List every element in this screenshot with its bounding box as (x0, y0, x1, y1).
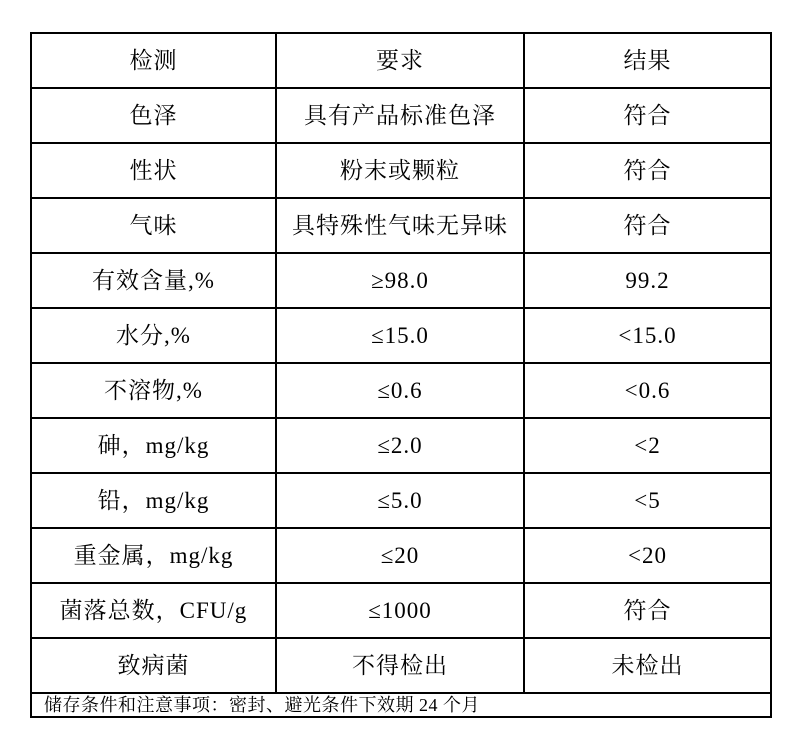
cell-requirement: 不得检出 (276, 638, 524, 693)
cell-test: 砷，mg/kg (31, 418, 276, 473)
table-row (31, 363, 771, 418)
cell-result: <0.6 (524, 363, 771, 418)
cell-result: 未检出 (524, 638, 771, 693)
cell-result: 符合 (524, 143, 771, 198)
header-cell-test: 检测 (31, 33, 276, 88)
table-row (31, 528, 771, 583)
cell-result: 符合 (524, 198, 771, 253)
table-header-row (31, 33, 771, 88)
cell-test: 重金属，mg/kg (31, 528, 276, 583)
cell-requirement: ≤15.0 (276, 308, 524, 363)
header-cell-requirement: 要求 (276, 33, 524, 88)
cell-requirement: ≤5.0 (276, 473, 524, 528)
cell-requirement: ≥98.0 (276, 253, 524, 308)
cell-test: 铅，mg/kg (31, 473, 276, 528)
table-row (31, 473, 771, 528)
table-row (31, 308, 771, 363)
cell-result: <5 (524, 473, 771, 528)
cell-test: 水分,% (31, 308, 276, 363)
cell-test: 致病菌 (31, 638, 276, 693)
table-row (31, 88, 771, 143)
inspection-table (30, 32, 772, 718)
header-cell-result: 结果 (524, 33, 771, 88)
cell-test: 性状 (31, 143, 276, 198)
cell-requirement: ≤1000 (276, 583, 524, 638)
cell-result: <20 (524, 528, 771, 583)
table-row (31, 253, 771, 308)
cell-requirement: 具有产品标准色泽 (276, 88, 524, 143)
cell-test: 气味 (31, 198, 276, 253)
cell-result: 99.2 (524, 253, 771, 308)
cell-requirement: 具特殊性气味无异味 (276, 198, 524, 253)
table-row (31, 638, 771, 693)
table-row (31, 143, 771, 198)
table-row (31, 583, 771, 638)
storage-note: 储存条件和注意事项：密封、避光条件下效期 24 个月 (31, 693, 771, 717)
cell-test: 菌落总数，CFU/g (31, 583, 276, 638)
cell-result: <15.0 (524, 308, 771, 363)
cell-result: 符合 (524, 583, 771, 638)
cell-requirement: 粉末或颗粒 (276, 143, 524, 198)
table-row (31, 418, 771, 473)
cell-test: 色泽 (31, 88, 276, 143)
table-row (31, 198, 771, 253)
cell-requirement: ≤20 (276, 528, 524, 583)
cell-test: 有效含量,% (31, 253, 276, 308)
cell-test: 不溶物,% (31, 363, 276, 418)
table-footer-row (31, 693, 771, 717)
cell-result: 符合 (524, 88, 771, 143)
cell-requirement: ≤2.0 (276, 418, 524, 473)
cell-result: <2 (524, 418, 771, 473)
cell-requirement: ≤0.6 (276, 363, 524, 418)
